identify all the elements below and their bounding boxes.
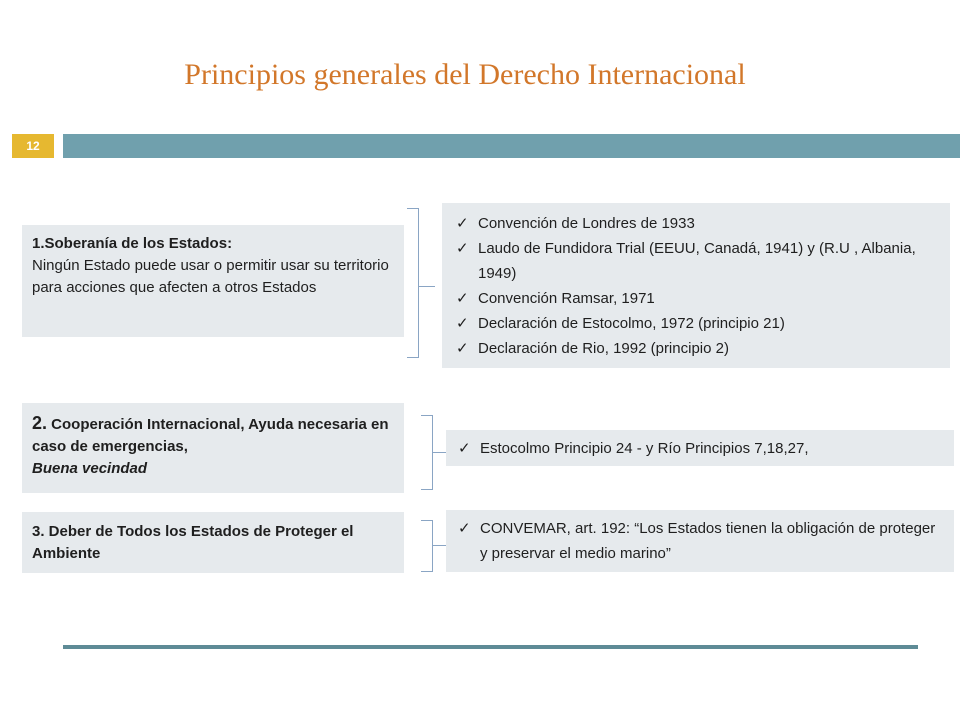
- footer-rule: [63, 645, 918, 649]
- check-icon: ✓: [458, 520, 471, 537]
- principle-2-body: Buena vecindad: [32, 460, 148, 477]
- principle-1-heading: 1.Soberanía de los Estados:: [32, 235, 233, 252]
- bracket-1-tick: [419, 286, 435, 287]
- principle-2-box: [22, 403, 404, 493]
- reference-item: ✓ Laudo de Fundidora Trial (EEUU, Canadá, 1941) y (R.U , Albania, 1949): [452, 236, 944, 286]
- check-icon: ✓: [456, 240, 469, 257]
- check-icon: ✓: [456, 340, 469, 357]
- reference-item: ✓ Convención Ramsar, 1971: [452, 286, 944, 311]
- reference-3-box: [446, 510, 954, 572]
- bracket-2: [421, 415, 433, 490]
- principle-2-heading: 2. Cooperación Internacional, Ayuda necesaria en caso de emergencias,: [32, 413, 389, 455]
- bracket-3: [421, 520, 433, 572]
- reference-3-list: [454, 516, 946, 566]
- check-icon: ✓: [458, 440, 471, 457]
- bracket-1: [407, 208, 419, 358]
- principle-3-box: [22, 512, 404, 573]
- reference-item: ✓ Declaración de Rio, 1992 (principio 2): [452, 336, 944, 361]
- header-bar: [63, 134, 960, 158]
- reference-1-list: [452, 211, 944, 361]
- principle-1-box: [22, 225, 404, 337]
- reference-item: ✓ CONVEMAR, art. 192: “Los Estados tienen la obligación de proteger y preservar el medio marino”: [454, 516, 946, 566]
- slide-number-badge: 12: [12, 134, 54, 158]
- reference-2-list: [454, 436, 946, 461]
- slide-title: Principios generales del Derecho Internacional: [184, 58, 746, 91]
- check-icon: ✓: [456, 315, 469, 332]
- reference-2-box: [446, 430, 954, 466]
- reference-item: ✓ Convención de Londres de 1933: [452, 211, 944, 236]
- reference-item: ✓ Estocolmo Principio 24 - y Río Principios 7,18,27,: [454, 436, 946, 461]
- check-icon: ✓: [456, 215, 469, 232]
- reference-1-box: [442, 203, 950, 368]
- principle-3-heading: 3. Deber de Todos los Estados de Proteger el Ambiente: [32, 523, 354, 562]
- principle-1-body: Ningún Estado puede usar o permitir usar su territorio para acciones que afecten a otros Estados: [32, 257, 389, 296]
- reference-item: ✓ Declaración de Estocolmo, 1972 (principio 21): [452, 311, 944, 336]
- check-icon: ✓: [456, 290, 469, 307]
